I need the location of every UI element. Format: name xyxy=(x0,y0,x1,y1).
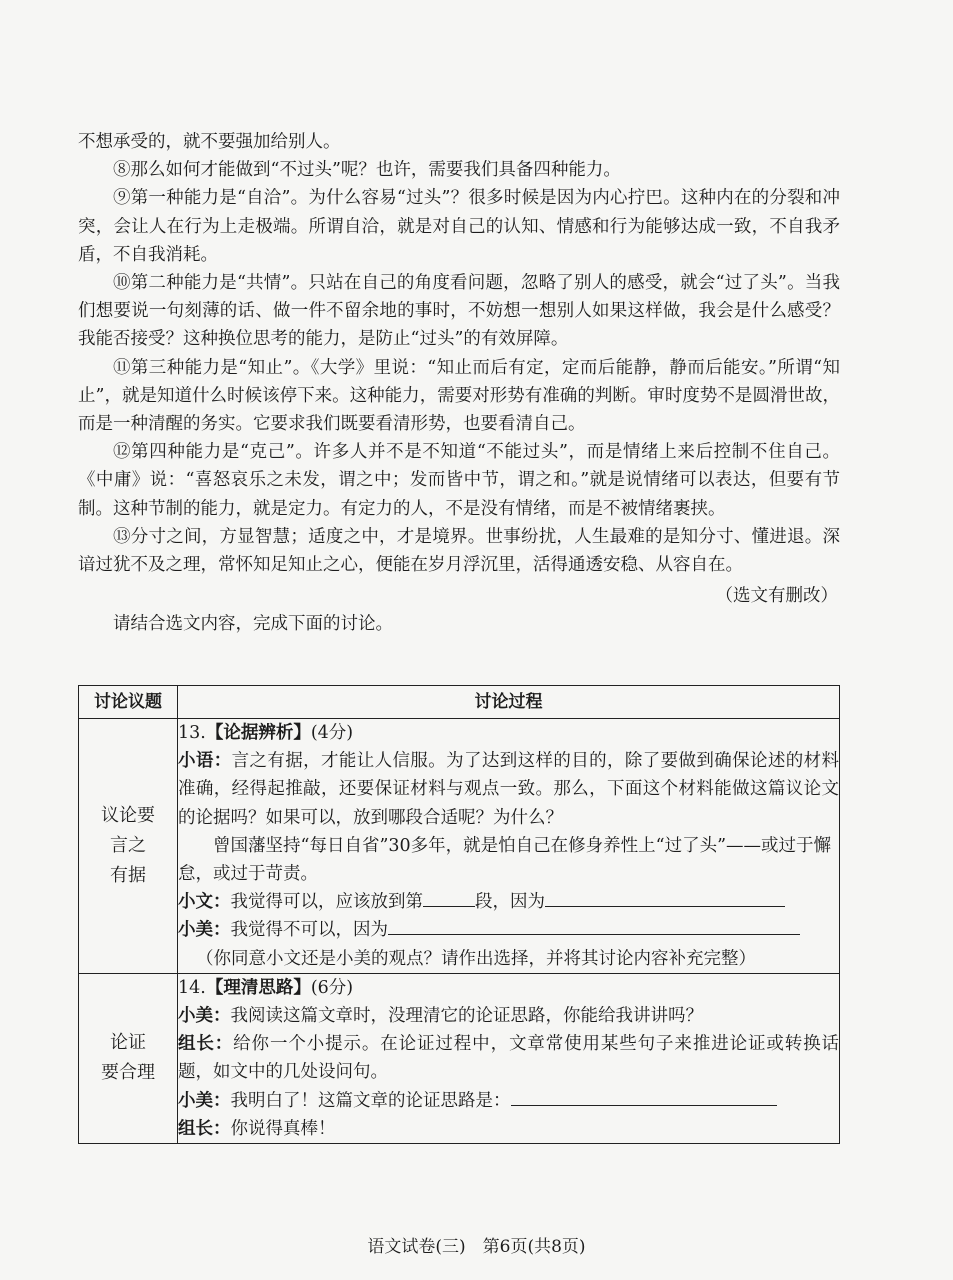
question-title xyxy=(178,719,839,747)
topic-line: 议论要 xyxy=(101,804,155,826)
dialogue-line xyxy=(178,1087,839,1115)
table-header-row xyxy=(79,686,840,719)
speaker-label: 小美： xyxy=(178,1090,231,1111)
question-tag: 【论据辨析】 xyxy=(205,723,311,743)
answer-blank-structure[interactable] xyxy=(511,1087,777,1106)
dialogue-line xyxy=(178,1115,839,1143)
instruction-note: （你同意小文还是小美的观点？请作出选择，并将其讨论内容补充完整） xyxy=(196,948,756,969)
answer-blank-reason[interactable] xyxy=(545,888,785,907)
speaker-label: 小语： xyxy=(178,751,232,772)
dialogue-text: 段，因为 xyxy=(475,892,545,913)
article-text xyxy=(78,128,840,639)
article-paragraph: ⑩第二种能力是“共情”。只站在自己的角度看问题，忽略了别人的感受，就会“过了头”。当我们想要说一句刻薄的话、做一件不留余地的事时，不妨想一想别人如果这样做，我会是什么感受？我能否接受？这种换位思考的能力，是防止“过头”的有效屏障。 xyxy=(78,273,840,350)
page-footer: 语文试卷(三) 第6页(共8页) xyxy=(367,1237,586,1257)
article-paragraph: ⑧那么如何才能做到“不过头”呢？也许，需要我们具备四种能力。 xyxy=(113,160,621,181)
dialogue-text: 我觉得可以，应该放到第 xyxy=(230,892,423,913)
topic-cell xyxy=(79,719,178,974)
dialogue-text: 言之有据，才能让人信服。为了达到这样的目的，除了要做到确保论述的材料准确，经得起推敲，还要保证材料与观点一致。那么，下面这个材料能做这篇议论文的论据吗？如果可以，放到哪段合适呢？为什么？ xyxy=(178,751,839,828)
question-number: 14. xyxy=(178,977,206,998)
dialogue-text: 我阅读这篇文章时，没理清它的论证思路，你能给我讲讲吗？ xyxy=(230,1006,703,1027)
speaker-label: 组长： xyxy=(178,1118,231,1139)
answer-blank-paragraph[interactable] xyxy=(423,888,475,907)
article-paragraph: ⑪第三种能力是“知止”。《大学》里说：“知止而后有定，定而后能静，静而后能安。”所谓“知止”，就是知道什么时候该停下来。这种能力，需要对形势有准确的判断。审时度势不是圆滑世故，而是一种清醒的务实。它要求我们既要看清形势，也要看清自己。 xyxy=(78,357,840,435)
question-tag: 【理清思路】 xyxy=(205,977,311,998)
source-attribution: （选文有删改） xyxy=(715,586,838,607)
process-header: 讨论过程 xyxy=(178,686,840,719)
question-score: (4分) xyxy=(310,723,354,743)
dialogue-text: 我觉得不可以，因为 xyxy=(230,920,388,941)
dialogue-text: 我明白了！这篇文章的论证思路是： xyxy=(230,1090,511,1111)
dialogue-line xyxy=(178,747,839,832)
article-paragraph: ⑫第四种能力是“克己”。许多人并不是不知道“不能过头”，而是情绪上来后控制不住自己。《中庸》说：“喜怒哀乐之未发，谓之中；发而皆中节，谓之和。”就是说情绪可以表达，但要有节制。这种节制的能力，就是定力。有定力的人，不是没有情绪，而是不被情绪裹挟。 xyxy=(78,442,840,519)
question-title xyxy=(178,974,839,1002)
topic-header: 讨论议题 xyxy=(79,686,178,719)
speaker-label: 组长： xyxy=(178,1034,234,1055)
topic-line: 要合理 xyxy=(101,1062,155,1084)
speaker-label: 小美： xyxy=(178,1006,231,1027)
article-paragraph: ⑨第一种能力是“自洽”。为什么容易“过头”？很多时候是因为内心拧巴。这种内在的分裂和冲突，会让人在行为上走极端。所谓自洽，就是对自己的认知、情感和行为能够达成一致，不自我矛盾，不自我消耗。 xyxy=(78,188,840,265)
article-paragraph: ⑬分寸之间，方显智慧；适度之中，才是境界。世事纷扰，人生最难的是知分寸、懂进退。深谙过犹不及之理，常怀知足知止之心，便能在岁月浮沉里，活得通透安稳、从容自在。 xyxy=(78,526,840,576)
table-row xyxy=(79,719,840,974)
task-instruction: 请结合选文内容，完成下面的讨论。 xyxy=(113,614,393,635)
question-number: 13. xyxy=(178,723,206,743)
dialogue-text: 给你一个小提示。在论证过程中，文章常使用某些句子来推进论证或转换话题，如文中的几处设问句。 xyxy=(178,1034,840,1083)
article-paragraph: 不想承受的，就不要强加给别人。 xyxy=(78,132,341,152)
topic-line: 言之 xyxy=(110,834,146,856)
topic-line: 论证 xyxy=(110,1032,146,1054)
process-cell xyxy=(178,973,840,1143)
table-row xyxy=(79,973,840,1143)
dialogue-line xyxy=(178,1002,839,1030)
process-cell xyxy=(178,719,840,974)
speaker-label: 小文： xyxy=(178,892,231,913)
topic-line: 有据 xyxy=(110,864,146,886)
evidence-quote: 曾国藩坚持“每日自省”30多年，就是怕自己在修身养性上“过了头”——或过于懈怠，或过于苛责。 xyxy=(178,835,832,885)
dialogue-line xyxy=(178,916,839,944)
speaker-label: 小美： xyxy=(178,920,231,941)
dialogue-line xyxy=(178,888,839,916)
discussion-table xyxy=(78,685,840,1144)
dialogue-text: 你说得真棒！ xyxy=(230,1118,336,1139)
topic-cell xyxy=(79,973,178,1143)
question-score: (6分) xyxy=(310,977,354,998)
answer-blank-reason[interactable] xyxy=(388,916,800,935)
dialogue-line xyxy=(178,1030,839,1086)
